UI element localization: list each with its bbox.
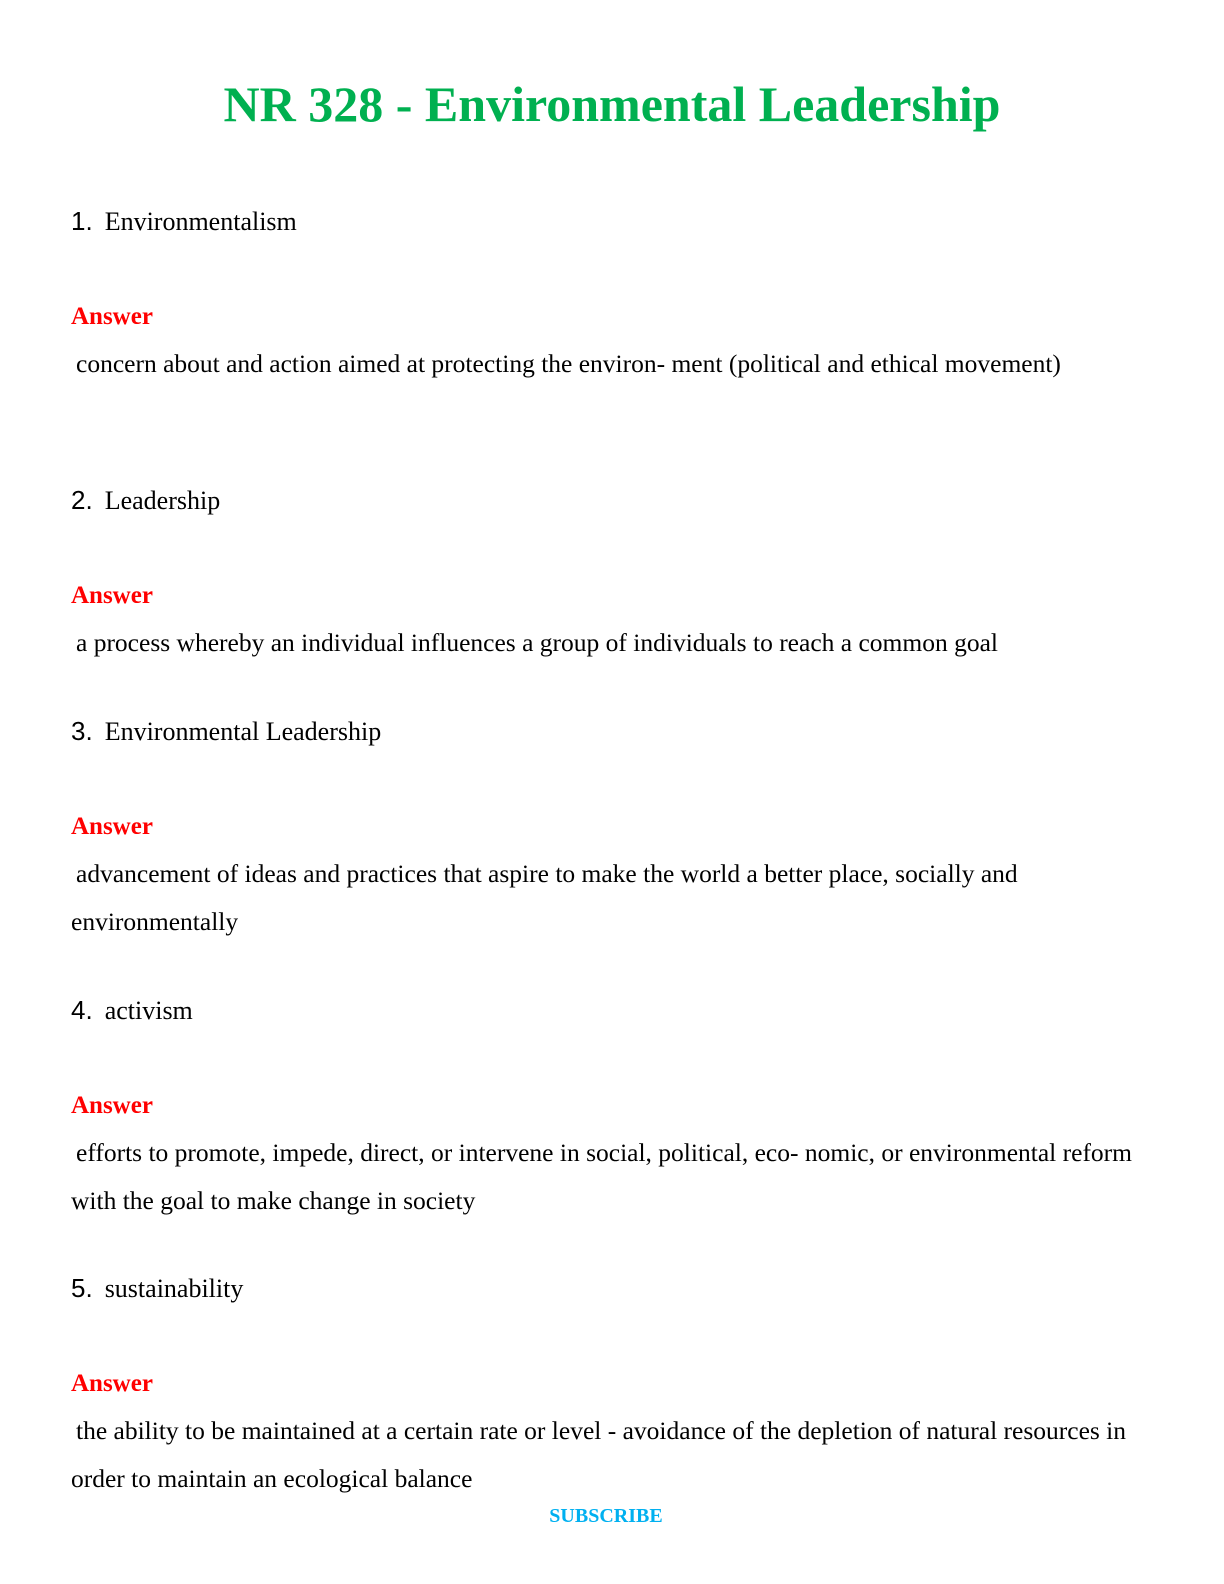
question-number: 4. (71, 995, 93, 1025)
qa-item-4 (71, 993, 1161, 1225)
question-term: Leadership (104, 486, 221, 515)
page-title: NR 328 - Environmental Leadership (223, 76, 1001, 132)
answer-text: a process whereby an individual influences a group of individuals to reach a common goal (76, 628, 998, 657)
question (71, 1271, 1161, 1305)
qa-item-3 (71, 714, 1161, 946)
subscribe-link[interactable]: SUBSCRIBE (549, 1505, 663, 1527)
qa-item-5 (71, 1271, 1161, 1503)
question-number: 2. (71, 485, 93, 515)
question (71, 483, 1161, 517)
qa-item-2 (71, 483, 1161, 667)
answer-label: Answer (71, 303, 153, 330)
answer-text: concern about and action aimed at protecting the environ- ment (political and ethical movement) (76, 349, 1061, 378)
question (71, 714, 1161, 748)
question-term: Environmental Leadership (104, 717, 382, 746)
answer-label: Answer (71, 813, 153, 840)
answer-text: efforts to promote, impede, direct, or intervene in social, political, eco- nomic, or environmental reform with the goal to make change in society (71, 1138, 1133, 1215)
question-term: sustainability (104, 1274, 244, 1303)
question-number: 5. (71, 1273, 93, 1303)
question (71, 993, 1161, 1027)
question (71, 204, 1161, 238)
question-number: 3. (71, 716, 93, 746)
answer-label: Answer (71, 582, 153, 609)
answer-text: the ability to be maintained at a certain rate or level - avoidance of the depletion of natural resources in order to maintain an ecological balance (71, 1416, 1127, 1493)
answer-label: Answer (71, 1370, 153, 1397)
question-term: Environmentalism (104, 207, 297, 236)
qa-item-1 (71, 204, 1161, 388)
question-term: activism (104, 996, 193, 1025)
answer-text: advancement of ideas and practices that aspire to make the world a better place, socially and environmentally (71, 859, 1018, 936)
answer-label: Answer (71, 1092, 153, 1119)
question-number: 1. (71, 206, 93, 236)
